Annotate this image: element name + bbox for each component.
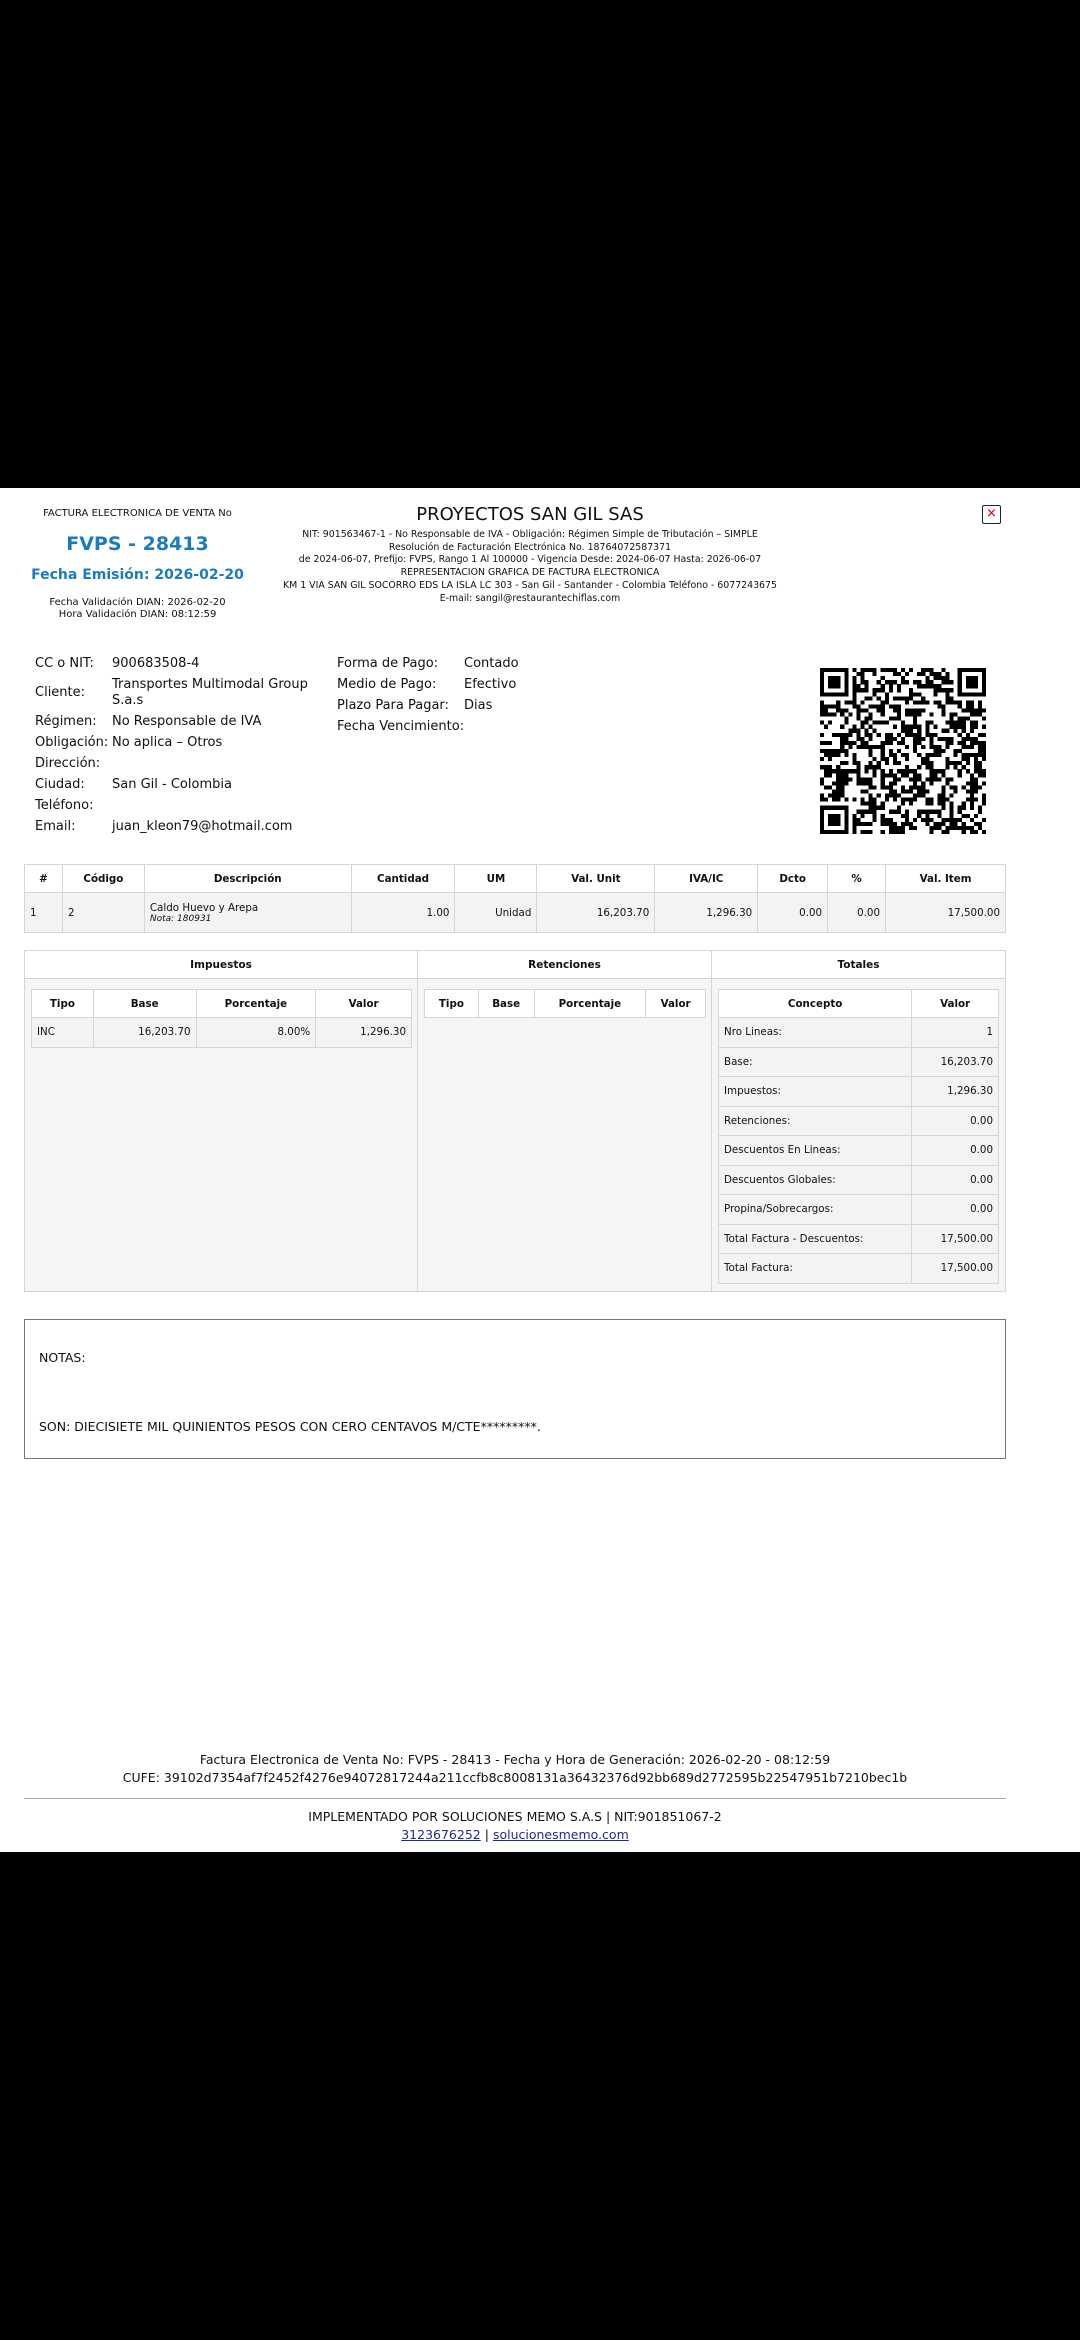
plazo-label: Plazo Para Pagar: [337, 698, 449, 713]
graphic-representation-note: REPRESENTACION GRAFICA DE FACTURA ELECTRONICA [400, 567, 660, 579]
obligacion-label: Obligación: [35, 735, 109, 750]
col-header-quantity: Cantidad [351, 865, 455, 893]
item-um: Unidad [455, 893, 537, 933]
invoice-document [0, 488, 1080, 1852]
table-row [719, 1047, 999, 1077]
dian-validation-date: Fecha Validación DIAN: 2026-02-20 [49, 597, 226, 608]
forma-pago-value: Contado [464, 656, 519, 671]
table-row [719, 1077, 999, 1107]
col-header-type: Tipo [32, 990, 94, 1018]
contact-separator: | [484, 1827, 489, 1842]
summary-panels [24, 950, 1006, 1292]
total-value: 0.00 [912, 1136, 999, 1166]
company-address: KM 1 VIA SAN GIL SOCORRO EDS LA ISLA LC 303 - San Gil - Santander - Colombia Teléfono - 6077243675 [283, 579, 777, 591]
items-table [24, 864, 1006, 933]
invoice-header-left [25, 508, 250, 620]
total-value: 1 [912, 1018, 999, 1048]
document-type: FACTURA ELECTRONICA DE VENTA No [43, 508, 232, 519]
medio-pago-value: Efectivo [464, 677, 517, 692]
col-header-value: Valor [316, 990, 412, 1018]
col-header-unit-value: Val. Unit [537, 865, 655, 893]
table-row [719, 1254, 999, 1284]
email-value: juan_kleon79@hotmail.com [112, 819, 293, 834]
tax-value: 1,296.30 [316, 1018, 412, 1048]
col-header-concept: Concepto [719, 990, 912, 1018]
ciudad-label: Ciudad: [35, 777, 85, 792]
nit-label: CC o NIT: [35, 656, 94, 671]
company-name: PROYECTOS SAN GIL SAS [416, 504, 644, 525]
tax-percentage: 8.00% [196, 1018, 316, 1048]
col-header-discount: Dcto [758, 865, 828, 893]
total-concept: Propina/Sobrecargos: [719, 1195, 912, 1225]
implementer-info: IMPLEMENTADO POR SOLUCIONES MEMO S.A.S | NIT:901851067-2 [308, 1809, 722, 1824]
totals-title: Totales [712, 951, 1005, 979]
generation-info: Factura Electronica de Venta No: FVPS - 28413 - Fecha y Hora de Generación: 2026-02-20 - 08:12:59 [199, 1752, 831, 1767]
client-name-line1: Transportes Multimodal Group [112, 677, 308, 692]
col-header-percentage: Porcentaje [196, 990, 316, 1018]
ciudad-value: San Gil - Colombia [112, 777, 232, 792]
issue-date: Fecha Emisión: 2026-02-20 [31, 567, 244, 583]
company-email: E-mail: sangil@restaurantechiflas.com [439, 592, 621, 604]
total-concept: Impuestos: [719, 1077, 912, 1107]
total-value: 17,500.00 [912, 1224, 999, 1254]
phone-link[interactable]: 3123676252 [401, 1827, 481, 1842]
telefono-label: Teléfono: [35, 798, 94, 813]
item-description-cell [144, 893, 351, 933]
item-tax: 1,296.30 [655, 893, 758, 933]
forma-pago-label: Forma de Pago: [337, 656, 439, 671]
item-code: 2 [62, 893, 144, 933]
website-link[interactable]: solucionesmemo.com [492, 1827, 629, 1842]
table-row [25, 893, 1006, 933]
tax-base: 16,203.70 [93, 1018, 196, 1048]
totals-panel [712, 951, 1005, 1291]
totals-table [718, 989, 999, 1284]
close-button[interactable]: × [982, 505, 1001, 524]
item-number: 1 [25, 893, 63, 933]
footer-divider [24, 1798, 1006, 1799]
vencimiento-label: Fecha Vencimiento: [337, 719, 465, 734]
col-header-type: Tipo [425, 990, 479, 1018]
item-note: Nota: 180931 [149, 913, 212, 924]
cufe-code: CUFE: 39102d7354af7f2452f4276e94072817244a211ccfb8c8008131a36432376d92bb689d2772595b22547951b7210bec1b [122, 1770, 908, 1785]
company-tax-info: NIT: 901563467-1 - No Responsable de IVA - Obligación: Régimen Simple de Tributación – SIMPLE [302, 529, 758, 540]
company-header [270, 504, 790, 605]
item-description: Caldo Huevo y Arepa [149, 901, 259, 914]
notes-box [24, 1319, 1006, 1459]
total-value: 16,203.70 [912, 1047, 999, 1077]
item-percent: 0.00 [828, 893, 886, 933]
withholdings-table [424, 989, 706, 1018]
dian-validation-time: Hora Validación DIAN: 08:12:59 [58, 609, 217, 620]
col-header-value: Valor [646, 990, 706, 1018]
total-concept: Nro Lineas: [719, 1018, 912, 1048]
generation-footer [0, 1751, 1030, 1787]
col-header-base: Base [478, 990, 534, 1018]
taxes-title: Impuestos [25, 951, 417, 979]
obligacion-value: No aplica – Otros [112, 735, 223, 750]
item-unit-value: 16,203.70 [537, 893, 655, 933]
regimen-label: Régimen: [35, 714, 97, 729]
col-header-item-value: Val. Item [886, 865, 1006, 893]
table-row [719, 1224, 999, 1254]
col-header-base: Base [93, 990, 196, 1018]
invoice-number: FVPS - 28413 [66, 533, 209, 555]
table-row [719, 1106, 999, 1136]
notes-label: NOTAS: [39, 1350, 86, 1365]
plazo-value: Dias [464, 698, 493, 713]
implementer-contact [0, 1826, 1030, 1844]
qr-code [820, 668, 986, 834]
total-value: 0.00 [912, 1106, 999, 1136]
table-row [719, 1195, 999, 1225]
total-concept: Retenciones: [719, 1106, 912, 1136]
item-quantity: 1.00 [351, 893, 455, 933]
total-concept: Total Factura - Descuentos: [719, 1224, 912, 1254]
col-header-percent: % [828, 865, 886, 893]
resolution-info: Resolución de Facturación Electrónica No. 18764072587371 [388, 541, 672, 553]
table-row [719, 1018, 999, 1048]
col-header-tax: IVA/IC [655, 865, 758, 893]
taxes-table [31, 989, 412, 1048]
total-concept: Descuentos En Lineas: [719, 1136, 912, 1166]
table-row [719, 1136, 999, 1166]
direccion-label: Dirección: [35, 756, 101, 771]
total-value: 17,500.00 [912, 1254, 999, 1284]
amount-in-words: SON: DIECISIETE MIL QUINIENTOS PESOS CON CERO CENTAVOS M/CTE*********. [39, 1419, 541, 1434]
resolution-range: de 2024-06-07, Prefijo: FVPS, Rango 1 Al 100000 - Vigencia Desde: 2024-06-07 Hasta: 2026-06-07 [298, 554, 762, 566]
client-name-line2: S.a.s [112, 693, 144, 708]
withholdings-panel [418, 951, 712, 1291]
total-value: 1,296.30 [912, 1077, 999, 1107]
tax-type: INC [32, 1018, 94, 1048]
col-header-description: Descripción [144, 865, 351, 893]
nit-value: 900683508-4 [112, 656, 200, 671]
implementer-footer [0, 1808, 1030, 1844]
total-concept: Base: [719, 1047, 912, 1077]
col-header-value: Valor [912, 990, 999, 1018]
col-header-number: # [25, 865, 63, 893]
email-label: Email: [35, 819, 76, 834]
col-header-code: Código [62, 865, 144, 893]
total-value: 0.00 [912, 1195, 999, 1225]
table-row [719, 1165, 999, 1195]
taxes-panel [25, 951, 418, 1291]
table-row [32, 1018, 412, 1048]
item-discount: 0.00 [758, 893, 828, 933]
client-label: Cliente: [35, 685, 86, 700]
item-value: 17,500.00 [886, 893, 1006, 933]
total-concept: Total Factura: [719, 1254, 912, 1284]
col-header-percentage: Porcentaje [534, 990, 646, 1018]
total-value: 0.00 [912, 1165, 999, 1195]
medio-pago-label: Medio de Pago: [337, 677, 437, 692]
col-header-um: UM [455, 865, 537, 893]
total-concept: Descuentos Globales: [719, 1165, 912, 1195]
withholdings-title: Retenciones [418, 951, 711, 979]
regimen-value: No Responsable de IVA [112, 714, 262, 729]
